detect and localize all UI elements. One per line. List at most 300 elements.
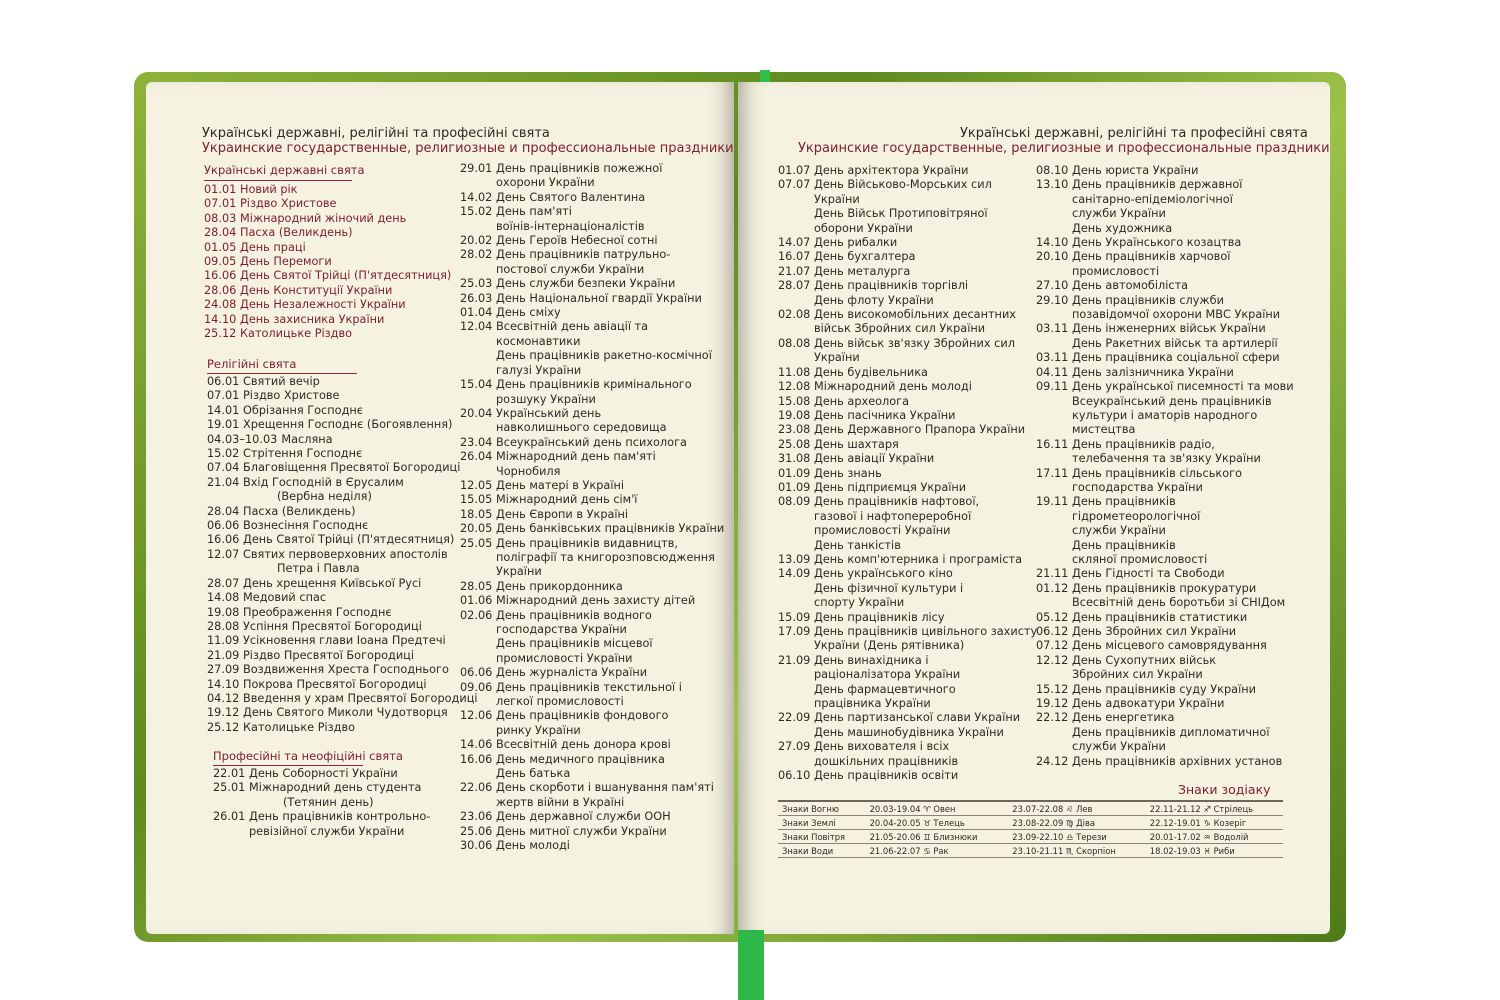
left-title-ua: Українські державні, релігійні та професійні свята bbox=[202, 126, 550, 141]
holiday-date bbox=[1036, 553, 1072, 567]
holiday-row bbox=[778, 308, 1037, 322]
holiday-name: промисловості України bbox=[496, 651, 633, 665]
holiday-row bbox=[778, 510, 1037, 524]
holiday-date: 14.10 bbox=[1036, 236, 1069, 250]
holiday-row bbox=[204, 183, 451, 197]
holiday-name: День флоту України bbox=[814, 293, 934, 307]
holiday-date: 12.08 bbox=[778, 380, 811, 394]
holiday-row bbox=[778, 193, 1037, 207]
holiday-row bbox=[1036, 207, 1294, 221]
holiday-row bbox=[204, 327, 451, 341]
holiday-name: санітарно-епідеміологічної bbox=[1072, 192, 1233, 206]
holiday-name: промисловості bbox=[1072, 264, 1160, 278]
holiday-name: охорони України bbox=[496, 176, 595, 190]
holiday-date bbox=[778, 668, 814, 682]
holiday-row bbox=[207, 620, 478, 634]
holiday-date: 25.03 bbox=[460, 277, 493, 291]
holiday-date: 21.09 bbox=[778, 653, 811, 667]
holiday-date: 25.05 bbox=[460, 536, 493, 550]
holiday-date: 12.06 bbox=[460, 709, 493, 723]
holiday-name: День танкістів bbox=[814, 538, 901, 552]
holiday-date: 15.05 bbox=[460, 493, 493, 507]
holiday-name: День захисника України bbox=[240, 312, 385, 326]
holiday-date: 27.09 bbox=[207, 663, 240, 677]
holiday-name: День працівників місцевої bbox=[496, 637, 653, 651]
holiday-name: День Святого Валентина bbox=[496, 190, 646, 204]
holiday-date: 04.12 bbox=[207, 691, 240, 705]
holiday-date: 16.07 bbox=[778, 250, 811, 264]
holiday-name: Різдво Пресвятої Богородиці bbox=[243, 648, 415, 662]
holiday-name: День працівників освіти bbox=[814, 769, 959, 783]
holiday-row bbox=[460, 537, 724, 551]
holiday-name: військ Збройних сил України bbox=[814, 322, 986, 336]
holiday-name: Католицьке Різдво bbox=[243, 720, 356, 734]
holiday-row bbox=[1036, 683, 1294, 697]
holiday-date: 26.01 bbox=[213, 810, 246, 824]
holiday-date: 12.12 bbox=[1036, 653, 1069, 667]
holiday-name: День місцевого самоврядування bbox=[1072, 639, 1267, 653]
holiday-name: Міжнародний день молоді bbox=[814, 380, 972, 394]
holiday-row bbox=[460, 176, 724, 190]
holiday-name: День працівників торгівлі bbox=[814, 279, 969, 293]
holiday-row bbox=[1036, 740, 1294, 754]
holiday-date bbox=[778, 294, 814, 308]
holiday-name: День працівників радіо, bbox=[1072, 437, 1215, 451]
holiday-name: Міжнародний день захисту дітей bbox=[496, 594, 696, 608]
holiday-name: Покрова Пресвятої Богородиці bbox=[243, 677, 427, 691]
zodiac-element: Знаки Вогню bbox=[778, 801, 866, 816]
holiday-row bbox=[460, 594, 724, 608]
holiday-name: День енергетика bbox=[1072, 711, 1175, 725]
holiday-row bbox=[778, 409, 1037, 423]
holiday-row bbox=[460, 393, 724, 407]
holiday-row bbox=[460, 522, 724, 536]
zodiac-sign: 20.03-19.04 ♈ Овен bbox=[866, 801, 1009, 816]
right-column-1-list bbox=[778, 164, 1037, 783]
holiday-date: 08.03 bbox=[204, 211, 237, 225]
holiday-row bbox=[460, 292, 724, 306]
holiday-date: 15.02 bbox=[460, 205, 493, 219]
holiday-row bbox=[778, 294, 1037, 308]
holiday-date bbox=[460, 263, 496, 277]
holiday-name: позавідомчої охорони МВС України bbox=[1072, 308, 1281, 322]
holiday-name: промисловості України bbox=[814, 524, 951, 538]
holiday-name: День Гідності та Свободи bbox=[1072, 567, 1225, 581]
holiday-row bbox=[778, 207, 1037, 221]
holiday-date: 22.01 bbox=[213, 767, 246, 780]
holiday-name: День працівників патрульно- bbox=[496, 248, 671, 262]
holiday-row bbox=[460, 421, 724, 435]
holiday-row bbox=[1036, 250, 1294, 264]
holiday-date: 07.01 bbox=[204, 197, 237, 211]
holiday-date bbox=[1036, 524, 1072, 538]
holiday-date bbox=[1036, 510, 1072, 524]
holiday-row bbox=[207, 490, 478, 504]
holiday-name: День військ зв'язку Збройних сил bbox=[814, 336, 1015, 350]
holiday-date: 18.05 bbox=[460, 507, 493, 521]
holiday-row bbox=[1036, 236, 1294, 250]
holiday-name: День високомобільних десантних bbox=[814, 308, 1016, 322]
zodiac-sign: 20.04-20.05 ♉ Телець bbox=[866, 816, 1009, 830]
holiday-date: 19.01 bbox=[207, 418, 240, 432]
holiday-date: 01.01 bbox=[204, 183, 237, 196]
holiday-name: ринку України bbox=[496, 723, 581, 737]
holiday-row bbox=[1036, 351, 1294, 365]
holiday-row bbox=[1036, 654, 1294, 668]
holiday-date: 14.09 bbox=[778, 567, 811, 581]
holiday-name: поліграфії та книгорозповсюдження bbox=[496, 550, 715, 564]
holiday-name: День служби безпеки України bbox=[496, 277, 676, 291]
holiday-row bbox=[460, 825, 724, 839]
holiday-date: 28.07 bbox=[778, 279, 811, 293]
holiday-date: 01.04 bbox=[460, 306, 493, 320]
holiday-name: культури і аматорів народного bbox=[1072, 408, 1258, 422]
holiday-date: 06.01 bbox=[207, 375, 240, 388]
holiday-row bbox=[460, 508, 724, 522]
holiday-date: 11.09 bbox=[207, 634, 240, 648]
holiday-row bbox=[778, 726, 1037, 740]
holiday-row bbox=[778, 467, 1037, 481]
holiday-date: 14.08 bbox=[207, 591, 240, 605]
holiday-date bbox=[460, 565, 496, 579]
holiday-date: 01.06 bbox=[460, 594, 493, 608]
holiday-row bbox=[460, 810, 724, 824]
holiday-name: (Тетянин день) bbox=[283, 795, 374, 809]
holiday-name: День фізичної культури і bbox=[814, 581, 964, 595]
holiday-name: Стрітення Господнє bbox=[243, 447, 363, 461]
holiday-date bbox=[460, 724, 496, 738]
holiday-date bbox=[778, 539, 814, 553]
holiday-row bbox=[207, 591, 478, 605]
holiday-row bbox=[1036, 178, 1294, 192]
holiday-date bbox=[1036, 596, 1072, 610]
holiday-name: служби України bbox=[1072, 740, 1166, 754]
holiday-row bbox=[460, 565, 724, 579]
holiday-name: День художника bbox=[1072, 221, 1173, 235]
holiday-name: День працівників ракетно-космічної bbox=[496, 349, 712, 363]
holiday-name: Всесвітній день боротьби зі СНІДом bbox=[1072, 596, 1286, 610]
holiday-name: газової і нафтопереробної bbox=[814, 509, 972, 523]
holiday-date: 29.10 bbox=[1036, 293, 1069, 307]
holiday-date: 15.02 bbox=[207, 447, 240, 461]
holiday-date bbox=[460, 695, 496, 709]
holiday-date: 14.10 bbox=[207, 677, 240, 691]
holiday-name: День працівників контрольно- bbox=[249, 810, 431, 824]
holiday-row bbox=[778, 740, 1037, 754]
holiday-name: (Вербна неділя) bbox=[277, 490, 372, 504]
holiday-date: 02.06 bbox=[460, 608, 493, 622]
holiday-name: День працівників нафтової, bbox=[814, 495, 980, 509]
bookmark-ribbon bbox=[738, 930, 764, 1000]
holiday-name: розшуку України bbox=[496, 392, 596, 406]
holiday-name: День адвокатури України bbox=[1072, 697, 1225, 711]
holiday-row bbox=[1036, 423, 1294, 437]
holiday-name: гідрометеорологічної bbox=[1072, 509, 1201, 523]
section-rule bbox=[213, 765, 363, 766]
zodiac-sign: 21.05-20.06 ♊ Близнюки bbox=[866, 830, 1009, 844]
holiday-row bbox=[1036, 222, 1294, 236]
holiday-name: Преображення Господнє bbox=[243, 605, 392, 619]
holiday-date: 26.03 bbox=[460, 291, 493, 305]
holiday-date: 23.04 bbox=[460, 435, 493, 449]
holiday-name: телебачення та зв'язку України bbox=[1072, 452, 1261, 466]
holiday-date bbox=[778, 726, 814, 740]
holiday-row bbox=[1036, 395, 1294, 409]
holiday-row bbox=[778, 755, 1037, 769]
holiday-date: 16.11 bbox=[1036, 437, 1069, 451]
holiday-date bbox=[778, 755, 814, 769]
holiday-date bbox=[778, 322, 814, 336]
holiday-name: День металурга bbox=[814, 264, 911, 278]
holiday-name: Введення у храм Пресвятої Богородиці bbox=[243, 691, 478, 705]
holiday-name: День сміху bbox=[496, 306, 561, 320]
holiday-row bbox=[460, 191, 724, 205]
holiday-row bbox=[460, 781, 724, 795]
holiday-row bbox=[1036, 279, 1294, 293]
holiday-row bbox=[1036, 510, 1294, 524]
holiday-row bbox=[778, 322, 1037, 336]
holiday-row bbox=[460, 839, 724, 853]
holiday-row bbox=[207, 433, 478, 447]
holiday-row bbox=[207, 606, 478, 620]
holiday-name: Католицьке Різдво bbox=[240, 327, 353, 341]
holiday-name: День Українського козацтва bbox=[1072, 236, 1242, 250]
section-heading-religious: Релігійні свята bbox=[207, 357, 297, 371]
zodiac-sign: 22.12-19.01 ♑ Козеріг bbox=[1146, 816, 1283, 830]
holiday-row bbox=[207, 389, 478, 403]
holiday-date: 16.06 bbox=[460, 752, 493, 766]
holiday-name: День фармацевтичного bbox=[814, 682, 956, 696]
holiday-row bbox=[1036, 452, 1294, 466]
holiday-name: День працівників цивільного захисту bbox=[814, 625, 1038, 638]
holiday-row bbox=[460, 436, 724, 450]
holiday-date: 21.09 bbox=[207, 648, 240, 662]
holiday-row bbox=[207, 404, 478, 418]
holiday-date: 01.09 bbox=[778, 466, 811, 480]
holiday-row bbox=[213, 796, 430, 810]
holiday-row bbox=[460, 652, 724, 666]
holiday-row bbox=[213, 781, 430, 795]
holiday-name: День пасічника України bbox=[814, 408, 956, 422]
holiday-name: Міжнародний жіночий день bbox=[240, 211, 407, 225]
holiday-date bbox=[778, 639, 814, 653]
right-title-ua: Українські державні, релігійні та професійні свята bbox=[960, 126, 1308, 141]
holiday-date bbox=[460, 652, 496, 666]
holiday-name: День Національної гвардії України bbox=[496, 291, 702, 305]
holiday-name: День молоді bbox=[496, 839, 570, 853]
holiday-name: День працівників видавництв, bbox=[496, 536, 678, 550]
holiday-name: День Ракетних військ та артилерії bbox=[1072, 336, 1278, 350]
holiday-row bbox=[1036, 726, 1294, 740]
holiday-row bbox=[460, 753, 724, 767]
holiday-date: 24.12 bbox=[1036, 754, 1069, 768]
holiday-row bbox=[460, 306, 724, 320]
holiday-date: 08.08 bbox=[778, 336, 811, 350]
holiday-row bbox=[460, 666, 724, 680]
holiday-name: День працівника соціальної сфери bbox=[1072, 351, 1280, 365]
holiday-date: 22.12 bbox=[1036, 711, 1069, 725]
holiday-name: День працівників служби bbox=[1072, 293, 1224, 307]
holiday-name: Пасха (Великдень) bbox=[240, 226, 353, 240]
holiday-name: Святий вечір bbox=[243, 375, 320, 388]
holiday-row bbox=[207, 533, 478, 547]
holiday-row bbox=[778, 524, 1037, 538]
holiday-name: День пам'яті bbox=[496, 205, 572, 219]
holiday-name: День працівників архівних установ bbox=[1072, 754, 1283, 768]
holiday-date: 04.03–10.03 bbox=[207, 432, 278, 446]
holiday-date: 25.06 bbox=[460, 824, 493, 838]
holiday-date bbox=[778, 683, 814, 697]
holiday-date: 07.04 bbox=[207, 461, 240, 475]
holiday-row bbox=[1036, 409, 1294, 423]
holiday-row bbox=[460, 248, 724, 262]
holiday-date bbox=[778, 596, 814, 610]
holiday-name: День шахтаря bbox=[814, 437, 899, 451]
holiday-row bbox=[1036, 438, 1294, 452]
holiday-row bbox=[460, 551, 724, 565]
holiday-name: України bbox=[496, 565, 542, 579]
zodiac-sign: 23.10-21.11 ♏ Скорпіон bbox=[1008, 844, 1145, 858]
holiday-row bbox=[778, 697, 1037, 711]
holiday-name: День автомобіліста bbox=[1072, 279, 1189, 293]
holiday-name: працівника України bbox=[814, 697, 931, 711]
holiday-date: 12.04 bbox=[460, 320, 493, 334]
holiday-row bbox=[778, 683, 1037, 697]
holiday-row bbox=[207, 692, 478, 706]
holiday-date: 01.07 bbox=[778, 164, 811, 177]
holiday-row bbox=[778, 337, 1037, 351]
holiday-date bbox=[460, 465, 496, 479]
holiday-row bbox=[213, 767, 430, 781]
holiday-row bbox=[207, 678, 478, 692]
holiday-row bbox=[1036, 668, 1294, 682]
holiday-row bbox=[460, 364, 724, 378]
holiday-row bbox=[778, 222, 1037, 236]
left-title-ru: Украинские государственные, религиозные и профессиональные праздники bbox=[202, 141, 734, 156]
holiday-row bbox=[778, 596, 1037, 610]
holiday-row bbox=[204, 241, 451, 255]
zodiac-heading: Знаки зодіаку bbox=[1178, 782, 1271, 797]
holiday-row bbox=[1036, 582, 1294, 596]
holiday-date bbox=[1036, 539, 1072, 553]
holiday-name: День працівників лісу bbox=[814, 610, 945, 624]
holiday-name: День архітектора України bbox=[814, 164, 969, 177]
holiday-name: День партизанської слави України bbox=[814, 711, 1021, 725]
holiday-row bbox=[460, 378, 724, 392]
holiday-name: мистецтва bbox=[1072, 423, 1136, 437]
holiday-row bbox=[204, 298, 451, 312]
holiday-date bbox=[207, 562, 243, 576]
holiday-row bbox=[1036, 697, 1294, 711]
holiday-name: День державної служби ООН bbox=[496, 810, 671, 824]
holiday-name: дошкільних працівників bbox=[814, 754, 959, 768]
holiday-name: легкої промисловості bbox=[496, 695, 624, 709]
holiday-row bbox=[1036, 495, 1294, 509]
holiday-name: Благовіщення Пресвятої Богородиці bbox=[243, 461, 461, 475]
holiday-name: День працівників bbox=[1072, 495, 1176, 509]
holiday-date: 24.08 bbox=[204, 298, 237, 312]
holiday-name: День юриста України bbox=[1072, 164, 1199, 177]
holiday-name: господарства України bbox=[1072, 480, 1203, 494]
holiday-name: День Соборності України bbox=[249, 767, 398, 780]
holiday-row bbox=[207, 663, 478, 677]
holiday-date: 22.09 bbox=[778, 711, 811, 725]
holiday-row bbox=[1036, 294, 1294, 308]
holiday-row bbox=[207, 476, 478, 490]
holiday-name: День працівників текстильної і bbox=[496, 680, 682, 694]
holiday-date: 26.04 bbox=[460, 450, 493, 464]
holiday-row bbox=[778, 178, 1037, 192]
holiday-date: 20.02 bbox=[460, 234, 493, 248]
holiday-row bbox=[204, 284, 451, 298]
holiday-row bbox=[204, 255, 451, 269]
holiday-name: України bbox=[814, 351, 860, 365]
holiday-row bbox=[778, 769, 1037, 783]
holiday-date: 07.01 bbox=[207, 389, 240, 403]
holiday-name: День Конституції України bbox=[240, 283, 393, 297]
holiday-name: День бухгалтера bbox=[814, 250, 916, 264]
holiday-row bbox=[1036, 711, 1294, 725]
holiday-row bbox=[1036, 308, 1294, 322]
holiday-name: Різдво Христове bbox=[240, 197, 337, 211]
holiday-date: 12.07 bbox=[207, 547, 240, 561]
holiday-name: Усікновення глави Іоана Предтечі bbox=[243, 634, 446, 648]
holiday-date: 20.04 bbox=[460, 406, 493, 420]
holiday-date bbox=[1036, 222, 1072, 236]
holiday-date: 23.08 bbox=[778, 423, 811, 437]
holiday-date bbox=[778, 193, 814, 207]
holiday-name: День медичного працівника bbox=[496, 752, 665, 766]
holiday-row bbox=[778, 567, 1037, 581]
zodiac-sign: 18.02-19.03 ♓ Риби bbox=[1146, 844, 1283, 858]
holiday-name: День української писемності та мови bbox=[1072, 380, 1294, 394]
holiday-date bbox=[1036, 193, 1072, 207]
holiday-row bbox=[207, 461, 478, 475]
holiday-name: День інженерних військ України bbox=[1072, 322, 1266, 336]
holiday-date: 04.11 bbox=[1036, 365, 1069, 379]
holiday-name: День Незалежності України bbox=[240, 298, 406, 312]
holiday-row bbox=[460, 580, 724, 594]
holiday-row bbox=[778, 611, 1037, 625]
holiday-row bbox=[207, 447, 478, 461]
holiday-name: День українського кіно bbox=[814, 567, 953, 581]
holiday-name: День журналіста України bbox=[496, 666, 648, 680]
holiday-date: 14.01 bbox=[207, 403, 240, 417]
holiday-name: служби України bbox=[1072, 207, 1166, 221]
holiday-row bbox=[778, 639, 1037, 653]
professional-holidays-list bbox=[213, 767, 430, 839]
holiday-date: 14.02 bbox=[460, 190, 493, 204]
holiday-name: День банківських працівників України bbox=[496, 522, 725, 536]
section-rule bbox=[207, 373, 357, 374]
holiday-row bbox=[460, 205, 724, 219]
holiday-name: Хрещення Господнє (Богоявлення) bbox=[243, 418, 453, 432]
holiday-name: Успіння Пресвятої Богородиці bbox=[243, 619, 422, 633]
holiday-row bbox=[213, 810, 430, 824]
holiday-date: 28.02 bbox=[460, 248, 493, 262]
holiday-name: Вознесіння Господнє bbox=[243, 519, 369, 533]
holiday-date: 09.11 bbox=[1036, 380, 1069, 394]
holiday-date: 28.04 bbox=[204, 226, 237, 240]
zodiac-sign: 23.09-22.10 ♎ Терези bbox=[1008, 830, 1145, 844]
holiday-name: Чорнобиля bbox=[496, 464, 561, 478]
holiday-name: День рибалки bbox=[814, 236, 898, 250]
holiday-date: 25.08 bbox=[778, 437, 811, 451]
holiday-date bbox=[460, 421, 496, 435]
holiday-date bbox=[778, 697, 814, 711]
holiday-date: 06.06 bbox=[460, 666, 493, 680]
holiday-date: 29.01 bbox=[460, 162, 493, 175]
